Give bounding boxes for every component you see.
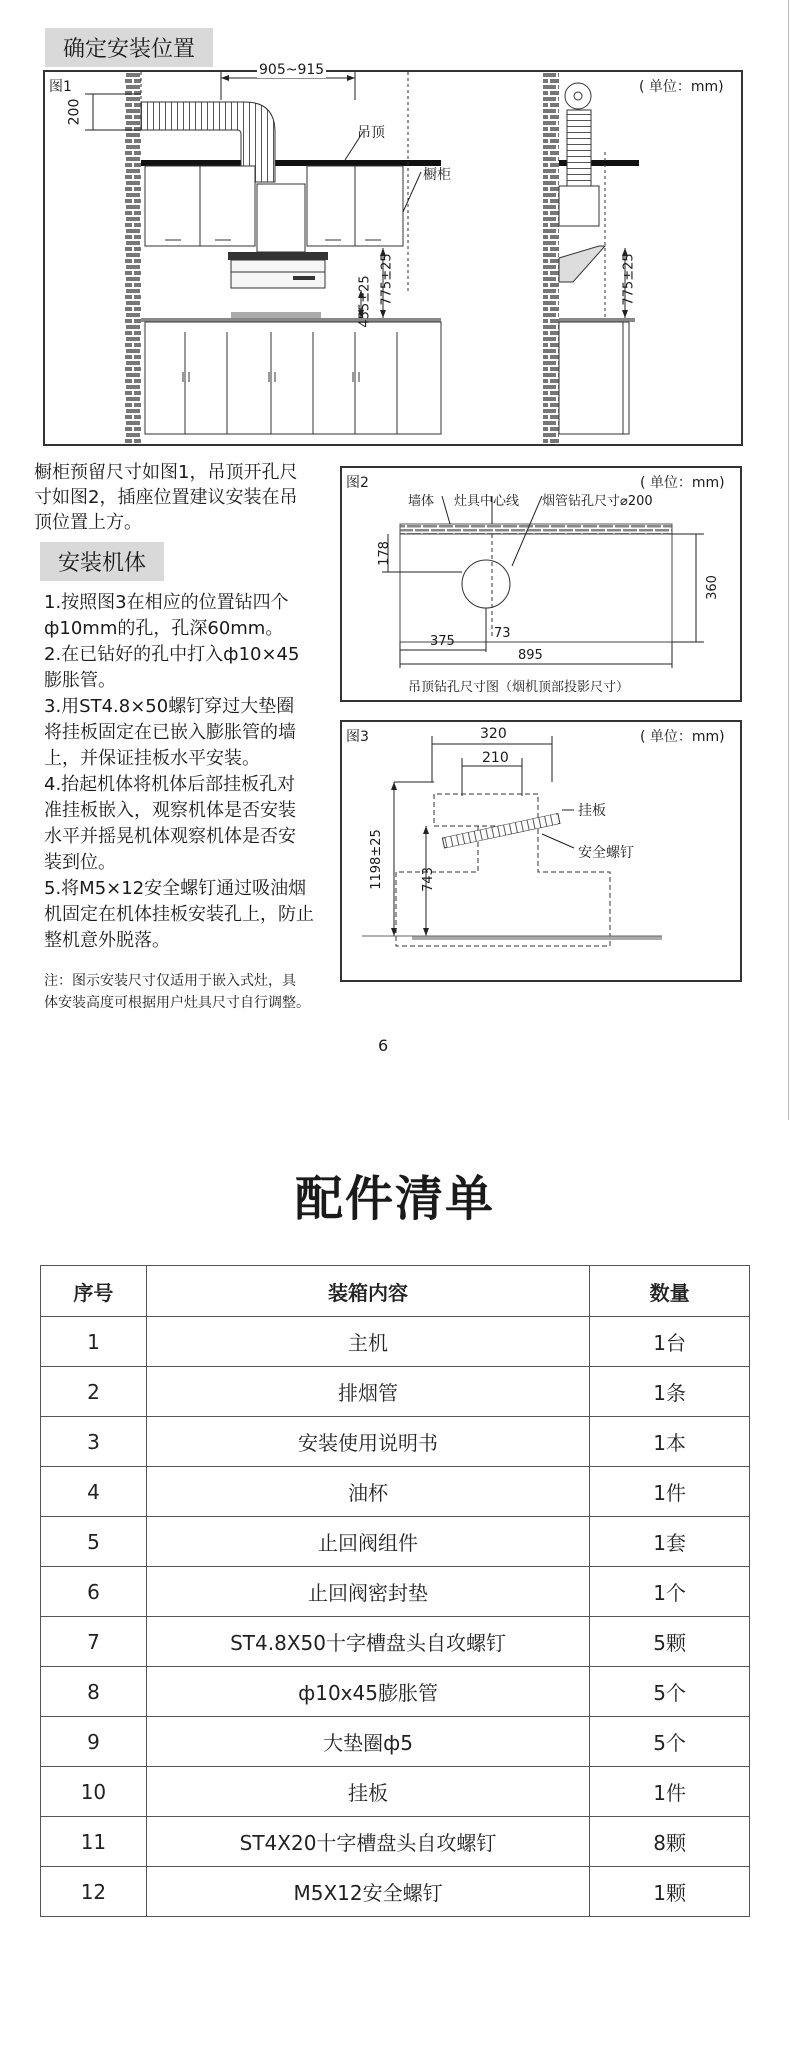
header-index: 序号	[41, 1266, 147, 1317]
cell-qty: 1条	[590, 1367, 750, 1417]
step-line: 准挂板嵌入，观察机体是否安装	[44, 800, 296, 821]
wall-left	[125, 72, 141, 444]
page-number: 6	[378, 1036, 389, 1055]
section-title-install-body: 安装机体	[40, 542, 164, 581]
hood-chimney	[257, 184, 305, 252]
stove-line	[412, 936, 662, 940]
cell-index: 10	[41, 1767, 147, 1817]
cell-index: 7	[41, 1617, 147, 1667]
step-line: 上，并保证挂板水平安装。	[44, 748, 260, 769]
dim-375-label: 375	[430, 634, 455, 649]
step-line: 1.按照图3在相应的位置钻四个	[44, 592, 289, 613]
table-row	[41, 1667, 750, 1717]
cell-qty: 5颗	[590, 1617, 750, 1667]
cell-item: 排烟管	[146, 1367, 589, 1417]
note-line: 注：图示安装尺寸仅适用于嵌入式灶，具	[44, 973, 296, 989]
cell-qty: 1台	[590, 1317, 750, 1367]
step-line: 整机意外脱落。	[44, 930, 170, 951]
section-title-install-position: 确定安装位置	[45, 28, 213, 67]
mounting-plate	[442, 814, 560, 848]
table-row	[41, 1567, 750, 1617]
intro-paragraph	[34, 460, 334, 535]
wall-label: 墙体	[408, 494, 435, 509]
figure-1-label: 图1	[49, 79, 72, 95]
figure-1-unit: ( 单位：mm)	[639, 79, 724, 95]
cell-item: ф10x45膨胀管	[146, 1667, 589, 1717]
cell-item: 挂板	[146, 1767, 589, 1817]
dim-178-label: 178	[376, 541, 392, 566]
ceiling-beam	[141, 160, 441, 166]
dim-200-label: 200	[66, 98, 83, 126]
cell-index: 9	[41, 1717, 147, 1767]
figure-2-label: 图2	[346, 475, 369, 491]
dim-width-label: 905~915	[259, 62, 325, 78]
wall-strip	[400, 524, 672, 534]
header-contents: 装箱内容	[146, 1266, 589, 1317]
figure-2-drawing	[342, 468, 740, 700]
cell-qty: 1个	[590, 1567, 750, 1617]
cell-item: ST4.8X50十字槽盘头自攻螺钉	[146, 1617, 589, 1667]
step-line: ф10mm的孔，孔深60mm。	[44, 618, 284, 639]
step-line: 装到位。	[44, 852, 116, 873]
cell-qty: 8颗	[590, 1817, 750, 1867]
hole-size-label: 烟管钻孔尺寸⌀200	[542, 494, 653, 509]
step-line: 4.抬起机体将机体后部挂板孔对	[44, 774, 296, 795]
cell-qty: 1件	[590, 1767, 750, 1817]
cell-item: 主机	[146, 1317, 589, 1367]
center-line-label: 灶具中心线	[454, 494, 520, 509]
cell-index: 1	[41, 1317, 147, 1367]
note-line: 体安装高度可根据用户灶具尺寸自行调整。	[44, 995, 310, 1011]
wall-side-view	[543, 72, 559, 444]
table-row	[41, 1767, 750, 1817]
step-line: 水平并摇晃机体观察机体是否安	[44, 826, 296, 847]
table-row	[41, 1367, 750, 1417]
dim-210-label: 210	[482, 750, 509, 766]
cell-index: 4	[41, 1467, 147, 1517]
figure-2-caption: 吊顶钻孔尺寸图（烟机顶部投影尺寸）	[408, 680, 630, 695]
step-line: 膨胀管。	[44, 670, 116, 691]
step-3	[44, 694, 344, 772]
dim-1198-label: 1198±25	[368, 829, 384, 890]
cell-item: 油杯	[146, 1467, 589, 1517]
parts-list-title: 配件清单	[294, 1171, 495, 1227]
plate-label: 挂板	[578, 803, 606, 819]
figure-2-unit: ( 单位：mm)	[640, 475, 725, 491]
cell-index: 3	[41, 1417, 147, 1467]
cell-qty: 1颗	[590, 1867, 750, 1917]
cell-index: 12	[41, 1867, 147, 1917]
figure-3-label: 图3	[346, 729, 369, 745]
install-note	[44, 970, 349, 1014]
table-row	[41, 1417, 750, 1467]
step-2	[44, 642, 344, 694]
cell-qty: 5个	[590, 1667, 750, 1717]
cell-index: 8	[41, 1667, 147, 1717]
duct-hole	[462, 560, 510, 608]
install-steps	[44, 590, 344, 954]
cabinet-label: 橱柜	[423, 167, 451, 183]
cell-qty: 1件	[590, 1467, 750, 1517]
cell-item: M5X12安全螺钉	[146, 1867, 589, 1917]
dim-895-label: 895	[518, 648, 543, 663]
step-4	[44, 772, 344, 876]
dim-775-side-label: 775±25	[621, 253, 637, 306]
parts-table	[40, 1265, 750, 1917]
figure-3-unit: ( 单位：mm)	[640, 729, 725, 745]
page-edge-line	[788, 0, 789, 1120]
table-row	[41, 1817, 750, 1867]
dim-775-label: 775±25	[379, 253, 395, 306]
step-line: 将挂板固定在已嵌入膨胀管的墙	[44, 722, 296, 743]
safety-screw-label: 安全螺钉	[578, 845, 634, 861]
cell-item: 安装使用说明书	[146, 1417, 589, 1467]
table-row	[41, 1617, 750, 1667]
intro-line: 橱柜预留尺寸如图1，吊顶开孔尺	[34, 462, 298, 483]
dim-743-label: 743	[420, 867, 436, 892]
figure-3	[340, 720, 742, 982]
figure-3-drawing	[342, 722, 740, 980]
dim-360-label: 360	[704, 575, 720, 600]
dim-320-label: 320	[480, 726, 507, 742]
table-row	[41, 1517, 750, 1567]
figure-2	[340, 466, 742, 702]
header-quantity: 数量	[590, 1266, 750, 1317]
step-5	[44, 876, 344, 954]
table-row	[41, 1317, 750, 1367]
dim-455-label: 455±25	[357, 275, 373, 328]
cell-index: 6	[41, 1567, 147, 1617]
cell-index: 11	[41, 1817, 147, 1867]
table-row	[41, 1717, 750, 1767]
cell-index: 5	[41, 1517, 147, 1567]
hood-projection	[400, 534, 672, 642]
cell-item: ST4X20十字槽盘头自攻螺钉	[146, 1817, 589, 1867]
step-line: 2.在已钻好的孔中打入ф10×45	[44, 644, 300, 665]
table-header-row	[41, 1266, 750, 1317]
cell-index: 2	[41, 1367, 147, 1417]
cell-qty: 5个	[590, 1717, 750, 1767]
hood-body	[231, 260, 325, 288]
cell-item: 大垫圈ф5	[146, 1717, 589, 1767]
step-1	[44, 590, 344, 642]
figure-1	[43, 62, 743, 446]
cell-qty: 1本	[590, 1417, 750, 1467]
table-row	[41, 1467, 750, 1517]
cell-item: 止回阀组件	[146, 1517, 589, 1567]
cell-qty: 1套	[590, 1517, 750, 1567]
step-line: 5.将M5×12安全螺钉通过吸油烟	[44, 878, 307, 899]
ceiling-label: 吊顶	[357, 125, 385, 141]
dim-73-label: 73	[494, 626, 511, 641]
cell-item: 止回阀密封垫	[146, 1567, 589, 1617]
intro-line: 顶位置上方。	[34, 512, 142, 533]
stove	[231, 312, 321, 318]
step-line: 3.用ST4.8×50螺钉穿过大垫圈	[44, 696, 295, 717]
step-line: 机固定在机体挂板安装孔上，防止	[44, 904, 314, 925]
hood-side	[559, 246, 605, 282]
table-row	[41, 1867, 750, 1917]
parts-table-wrap	[40, 1265, 750, 1917]
intro-line: 寸如图2，插座位置建议安装在吊	[34, 487, 298, 508]
